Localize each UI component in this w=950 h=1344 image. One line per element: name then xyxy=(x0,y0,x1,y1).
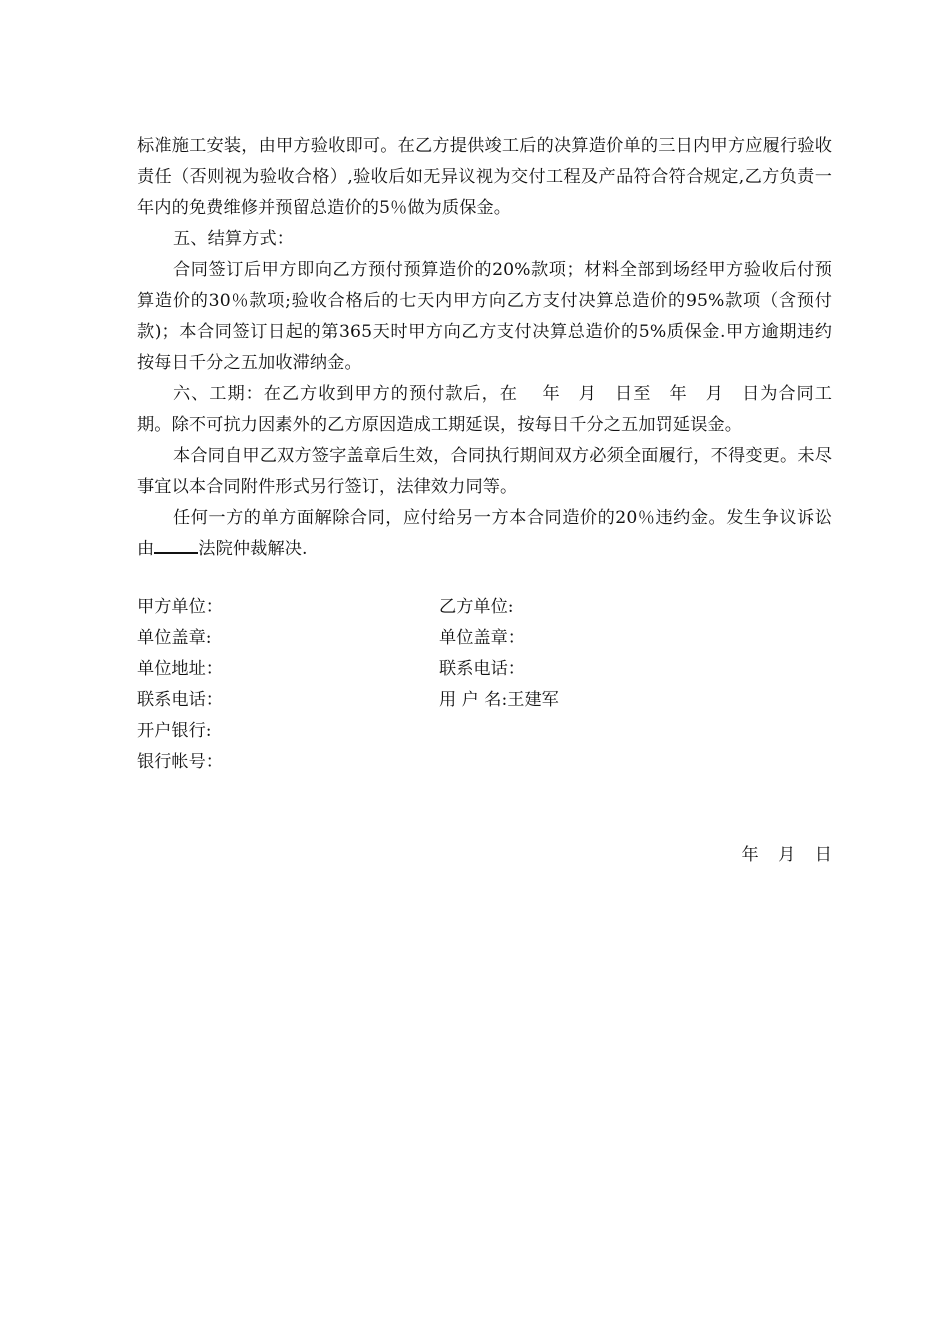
paragraph-effective: 本合同自甲乙双方签字盖章后生效，合同执行期间双方必须全面履行，不得变更。未尽事宜以本合同附件形式另行签订，法律效力同等。 xyxy=(137,446,832,497)
party-b-unit: 乙方单位: xyxy=(439,597,514,617)
paragraph-schedule: 六、工期：在乙方收到甲方的预付款后，在 年 月 日至 年 月 日为合同工期。除不可抗力因素外的乙方原因造成工期延误，按每日千分之五加罚延误金。 xyxy=(137,384,832,435)
signature-row xyxy=(137,716,832,747)
signature-row xyxy=(137,654,832,685)
party-a-bank: 开户银行: xyxy=(137,721,212,741)
date-year: 年 xyxy=(741,845,759,865)
signature-block xyxy=(137,592,832,778)
termination-text-end: 法院仲裁解决. xyxy=(198,539,308,559)
signature-row xyxy=(137,685,832,716)
signature-row xyxy=(137,623,832,654)
paragraph-settlement: 合同签订后甲方即向乙方预付预算造价的20%款项；材料全部到场经甲方验收后付预算造价的30％款项;验收合格后的七天内甲方向乙方支付决算总造价的95%款项（含预付款)；本合同签订日起的第365天时甲方向乙方支付决算总造价的5%质保金.甲方逾期违约按每日千分之五加收滞纳金。 xyxy=(137,260,832,373)
date-month: 月 xyxy=(778,845,796,865)
party-a-phone: 联系电话： xyxy=(137,690,223,710)
court-blank xyxy=(154,552,198,554)
signature-row xyxy=(137,592,832,623)
party-a-address: 单位地址： xyxy=(137,659,223,679)
contract-body xyxy=(137,131,832,565)
signature-empty xyxy=(439,716,832,747)
party-a-unit: 甲方单位： xyxy=(137,597,223,617)
paragraph-termination xyxy=(137,503,832,565)
signing-date xyxy=(741,840,832,871)
signature-row xyxy=(137,747,832,778)
party-b-username: 用 户 名:王建军 xyxy=(439,690,559,710)
party-b-seal: 单位盖章： xyxy=(439,628,525,648)
party-b-phone: 联系电话： xyxy=(439,659,525,679)
section-settlement-heading: 五、结算方式： xyxy=(173,229,295,249)
party-a-account: 银行帐号： xyxy=(137,752,223,772)
paragraph-acceptance: 标准施工安装，由甲方验收即可。在乙方提供竣工后的决算造价单的三日内甲方应履行验收责任（否则视为验收合格）,验收后如无异议视为交付工程及产品符合符合规定,乙方负责一年内的免费维修并预留总造价的5％做为质保金。 xyxy=(137,136,832,218)
party-a-seal: 单位盖章: xyxy=(137,628,212,648)
signature-empty xyxy=(439,747,832,778)
date-day: 日 xyxy=(814,845,832,865)
termination-text: 任何一方的单方面解除合同，应付给另一方本合同造价的20％违约金。发生争议诉讼由 xyxy=(137,508,832,559)
